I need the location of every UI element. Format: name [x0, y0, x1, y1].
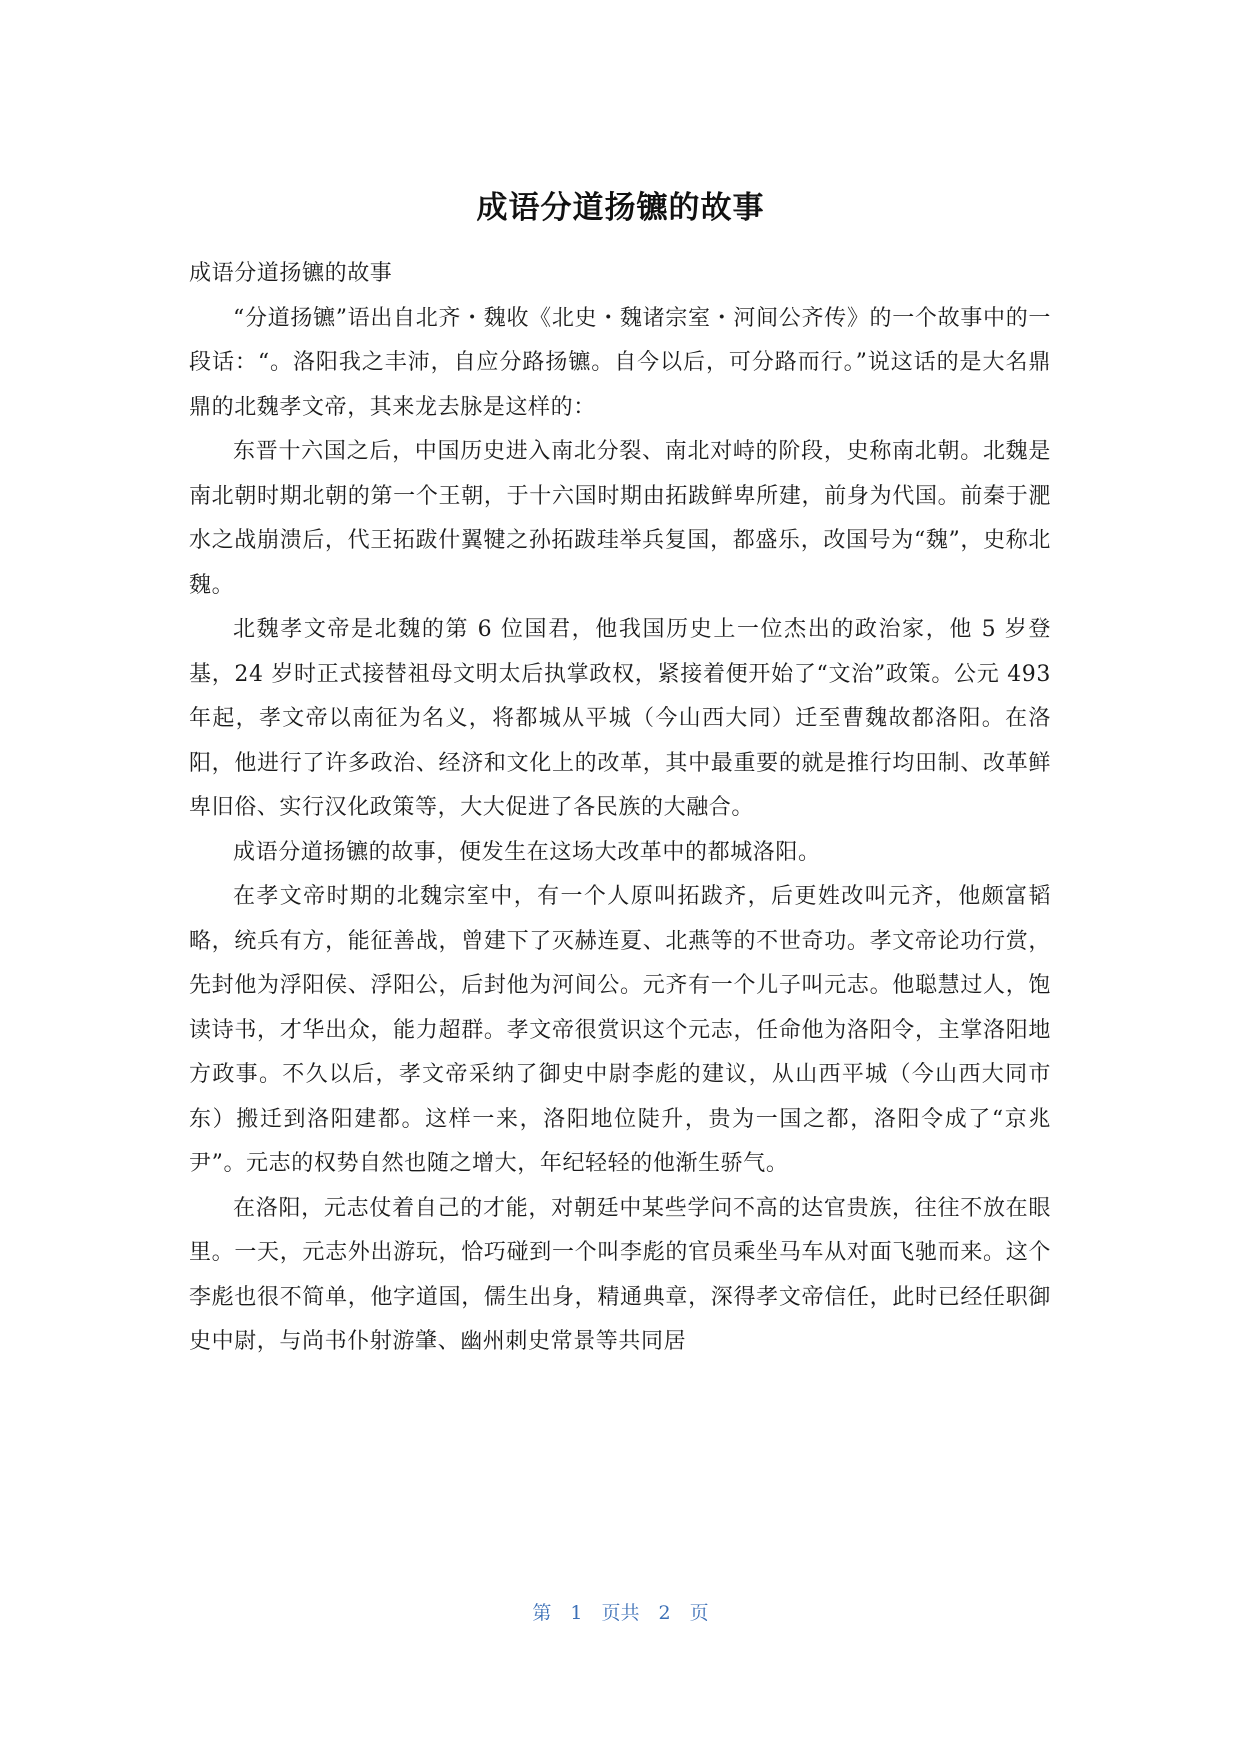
paragraph: 在洛阳，元志仗着自己的才能，对朝廷中某些学问不高的达官贵族，往往不放在眼里。一天，元志外出游玩，恰巧碰到一个叫李彪的官员乘坐马车从对面飞驰而来。这个李彪也很不简单，他字道国，儒生出身，精通典章，深得孝文帝信任，此时已经任职御史中尉，与尚书仆射游肇、幽州刺史常景等共同居 — [189, 1195, 1051, 1354]
document-title: 成语分道扬镳的故事 — [476, 190, 765, 226]
paragraph: 在孝文帝时期的北魏宗室中，有一个人原叫拓跋齐，后更姓改叫元齐，他颇富韬略，统兵有方，能征善战，曾建下了灭赫连夏、北燕等的不世奇功。孝文帝论功行赏，先封他为浮阳侯、浮阳公，后封他为河间公。元齐有一个儿子叫元志。他聪慧过人，饱读诗书，才华出众，能力超群。孝文帝很赏识这个元志，任命他为洛阳令，主掌洛阳地方政事。不久以后，孝文帝采纳了御史中尉李彪的建议，从山西平城（今山西大同市东）搬迁到洛阳建都。这样一来，洛阳地位陡升，贵为一国之都，洛阳令成了“京兆尹”。元志的权势自然也随之增大，年纪轻轻的他渐生骄气。 — [189, 884, 1051, 1176]
document-body — [189, 252, 1051, 1365]
paragraph: 东晋十六国之后，中国历史进入南北分裂、南北对峙的阶段，史称南北朝。北魏是南北朝时期北朝的第一个王朝，于十六国时期由拓跋鲜卑所建，前身为代国。前秦于淝水之战崩溃后，代王拓跋什翼犍之孙拓跋珪举兵复国，都盛乐，改国号为“魏”，史称北魏。 — [189, 439, 1051, 598]
page-number-footer: 第 1 页共 2 页 — [532, 1602, 709, 1624]
paragraph: 成语分道扬镳的故事，便发生在这场大改革中的都城洛阳。 — [233, 839, 821, 865]
paragraph-subtitle: 成语分道扬镳的故事 — [189, 261, 393, 286]
paragraph: “分道扬镳”语出自北齐・魏收《北史・魏诸宗室・河间公齐传》的一个故事中的一段话：“。洛阳我之丰沛，自应分路扬镳。自今以后，可分路而行。”说这话的是大名鼎鼎的北魏孝文帝，其来龙去脉是这样的： — [189, 305, 1051, 420]
paragraph: 北魏孝文帝是北魏的第 6 位国君，他我国历史上一位杰出的政治家，他 5 岁登基，24 岁时正式接替祖母文明太后执掌政权，紧接着便开始了“文治”政策。公元 493 年起，孝文帝以南征为名义，将都城从平城（今山西大同）迁至曹魏故都洛阳。在洛阳，他进行了许多政治、经济和文化上的改革，其中最重要的就是推行均田制、改革鲜卑旧俗、实行汉化政策等，大大促进了各民族的大融合。 — [189, 617, 1051, 820]
